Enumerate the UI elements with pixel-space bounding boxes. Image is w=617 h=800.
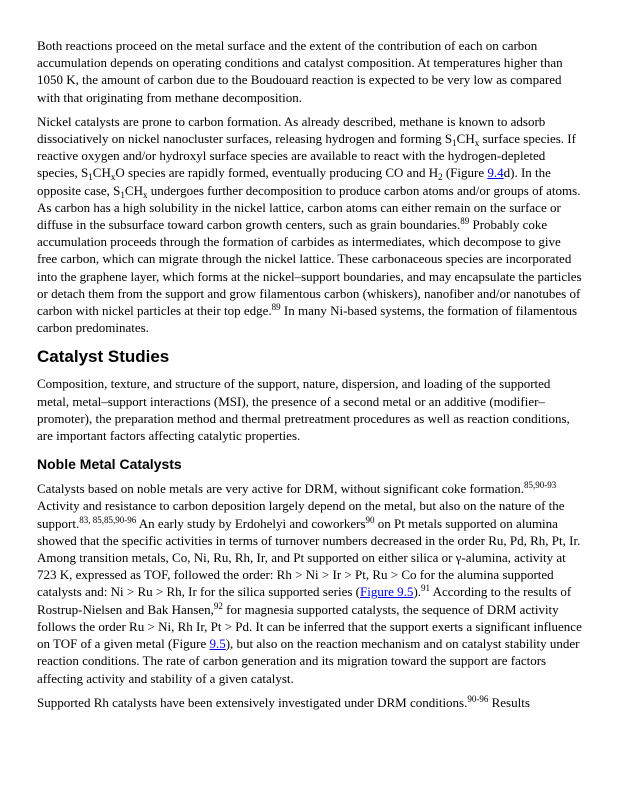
heading-catalyst-studies: Catalyst Studies — [37, 347, 170, 367]
reference-83-85-90-96: 83, 85,85,90-96 — [79, 514, 137, 525]
heading-noble-metal-catalysts: Noble Metal Catalysts — [37, 456, 182, 473]
reference-92: 92 — [213, 600, 223, 611]
reference-90: 90 — [365, 514, 375, 525]
document-page — [37, 37, 582, 718]
reference-89: 89 — [271, 302, 281, 313]
figure-9-4-link[interactable]: 9.4 — [487, 165, 504, 181]
reference-91: 91 — [421, 583, 431, 594]
reference-85-90-93: 85,90-93 — [524, 480, 557, 491]
reference-90-96: 90-96 — [467, 693, 489, 704]
paragraph-reactions: Both reactions proceed on the metal surface and the extent of the contribution of each on carbon accumulation depends on operating conditions and catalyst composition. At temperatures higher than 1050 K, the amount of carbon due to the Boudouard reaction is expected to be very low as compared with that originating from methane decomposition. — [37, 38, 563, 105]
paragraph-noble-metals: Catalysts based on noble metals are very active for DRM, without significant coke formation.$^{85,90-93}$ Activity and resistance to carbon deposition largely depend on the metal, but also on the nature of the support.$^{83, 85,85,90-96}$ An early study by Erdohelyi and coworkers$^{90}$ on Pt metals supported on alumina showed that the specific activities in terms of turnover numbers decreased in the order Ru, Pd, Rh, Pt, Ir. Among transition metals, Co, Ni, Ru, Rh, Ir, and Pt supported on either silica or γ-alumina, activity at 723 K, expressed as TOF, followed the order: Rh > Ni > Ir > Pt, Ru > Co for the alumina supported catalysts and: Ni > Ru > Rh, Ir for the silica supported series (Figure 9.5).$^{91}$ According to the results of Rostrup-Nielsen and Bak Hansen,$^{92}$ for magnesia supported catalysts, the sequence of DRM activity follows the order Ru > Ni, Rh Ir, Pt > Pd. It can be inferred that the support exerts a significant influence on TOF of a given metal (Figure 9.5), but also on the reaction mechanism and on catalyst stability under reaction conditions. The rate of carbon generation and its migration toward the support are factors affecting activity and stability of a given catalyst. — [37, 480, 582, 686]
paragraph-composition: Composition, texture, and structure of the support, nature, dispersion, and loading of the supported metal, metal–support interactions (MSI), the presence of a second metal or an additive (modifier–promoter), the preparation method and thermal pretreatment procedures as well as reaction conditions, are important factors affecting catalytic properties. — [37, 376, 570, 444]
reference-89: 89 — [460, 216, 470, 227]
figure-9-5-link-2[interactable]: 9.5 — [209, 636, 226, 652]
paragraph-rh-catalysts: Supported Rh catalysts have been extensively investigated under DRM conditions.$^{90-96}$ Results — [37, 693, 530, 710]
figure-9-5-link[interactable]: Figure 9.5 — [359, 584, 414, 600]
paragraph-nickel: Nickel catalysts are prone to carbon formation. As already described, methane is known to adsorb dissociatively on nickel nanocluster surfaces, releasing hydrogen and forming $S_1CH_x$ surface species. If reactive oxygen and/or hydroxyl surface species are available to react with the hydrogen-depleted species, $S_1CH_xO$ species are rapidly formed, eventually producing CO and $H_2$ (Figure 9.4d). In the opposite case, $S_1CH_x$ undergoes further decomposition to produce carbon atoms and/or groups of atoms. As carbon has a high solubility in the nickel lattice, carbon atoms can either remain on the surface or diffuse in the subsurface toward carbon growth centers, such as grain boundaries.$^{89}$ Probably coke accumulation proceeds through the formation of carbides as intermediates, which decompose to give free carbon, which can migrate through the nickel lattice. These carbonaceous species are incorporated into the graphene layer, which forms at the nickel–support boundaries, and may encapsulate the particles or detach them from the support and grow filamentous carbon (whiskers), nanofiber and/or nanotubes of carbon with nickel particles at their top edge.$^{89}$ In many Ni-based systems, the formation of filamentous carbon predominates. — [37, 113, 582, 336]
